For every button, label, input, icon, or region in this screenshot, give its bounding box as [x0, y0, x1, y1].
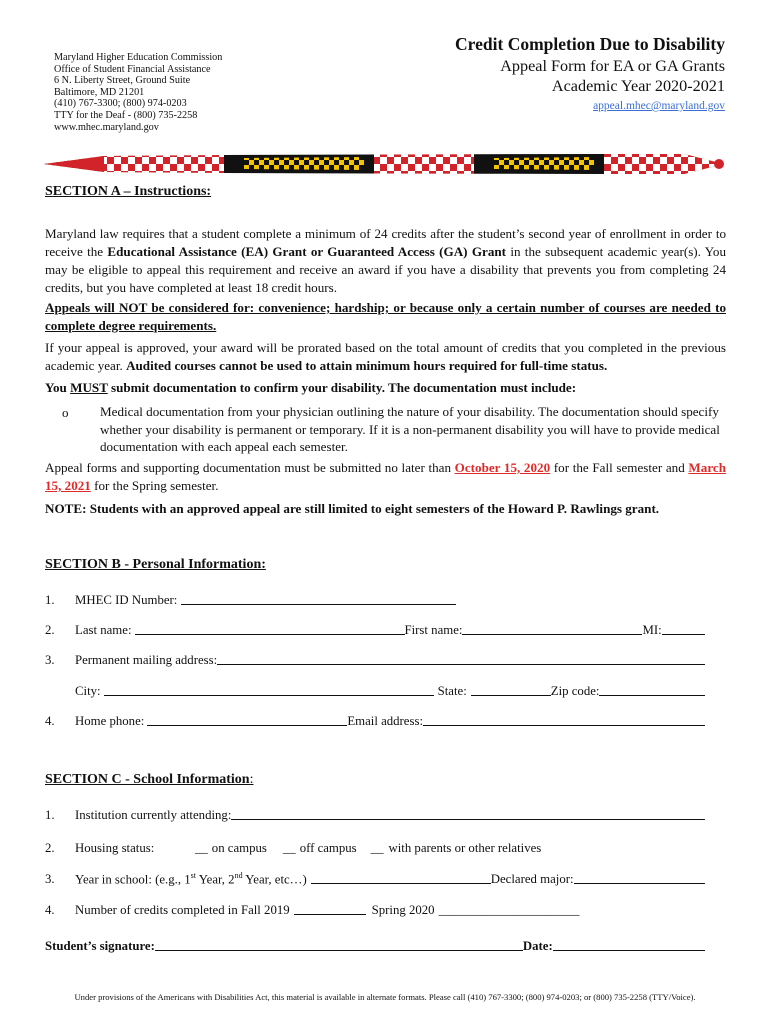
ada-footer-note: Under provisions of the Americans with Disabilities Act, this material is available in alternate formats. Please call (410) 767-3300; (800) 974-0203; or (800) 735-2258 (TTY/Voice).: [74, 992, 696, 1002]
text-run: for the Spring semester.: [90, 478, 219, 493]
institution-field[interactable]: [231, 806, 705, 820]
with-parents-label: with parents or other relatives: [388, 841, 542, 855]
semester-limit-note: [45, 500, 726, 518]
middle-initial-label: MI:: [642, 623, 662, 637]
declared-major-field[interactable]: [574, 870, 705, 884]
mailing-address-row: [45, 648, 705, 668]
state-label: State:: [437, 684, 467, 698]
maryland-flag-banner: [44, 150, 724, 178]
must-emphasis: MUST: [70, 380, 108, 395]
form-subtitle: Appeal Form for EA or GA Grants: [500, 57, 725, 75]
agency-line: Maryland Higher Education Commission: [54, 52, 223, 63]
agency-line: 6 N. Liberty Street, Ground Suite: [54, 75, 191, 87]
home-phone-field[interactable]: [147, 712, 347, 726]
item-number: 2.: [45, 623, 55, 637]
text-run: Year, etc…): [242, 872, 307, 886]
city-field[interactable]: [104, 682, 434, 696]
appeal-email-link[interactable]: appeal.mhec@maryland.gov: [593, 100, 725, 112]
ordinal-suffix: st: [190, 870, 196, 880]
agency-line: (410) 767-3300; (800) 974-0203: [54, 98, 187, 110]
state-field[interactable]: [471, 682, 551, 696]
item-number: 4.: [45, 714, 55, 728]
date-field[interactable]: [553, 937, 705, 951]
institution-label: Institution currently attending:: [75, 808, 232, 822]
grant-names: Educational Assistance (EA) Grant or Guaranteed Access (GA) Grant: [107, 244, 507, 259]
year-in-school-field[interactable]: [311, 870, 491, 884]
year-major-row: [45, 867, 705, 887]
item-number: 2.: [45, 841, 55, 855]
agency-line: TTY for the Deaf - (800) 735-2258: [54, 109, 198, 121]
spring-deadline: March 15, 2021: [45, 460, 726, 493]
item-number: 4.: [45, 903, 55, 917]
signature-row: [45, 934, 705, 954]
agency-address: [54, 52, 222, 133]
year-in-school-label: [75, 871, 307, 887]
deadline-paragraph: [45, 459, 726, 495]
name-row: [45, 618, 705, 638]
text-run: If your appeal is approved, your award will be prorated based on the total amount of credits that you completed in the previous academic year.: [45, 340, 726, 373]
text-run: You: [45, 380, 71, 395]
documentation-requirement: [45, 379, 726, 397]
text-run: submit documentation to confirm your disability. The documentation must include:: [107, 380, 577, 395]
text-run: for the Fall semester and: [550, 460, 689, 475]
item-number: 1.: [45, 593, 55, 607]
last-name-label: Last name:: [75, 623, 132, 637]
medical-documentation-bullet: Medical documentation from your physician outlining the nature of your disability. The documentation should specify whether your disability is permanent or temporary. If it is a non-permanent disability you will have to provide medical documentation with each appeal each semester.: [100, 404, 720, 454]
city-state-zip-row: [45, 679, 705, 699]
zip-code-field[interactable]: [599, 682, 705, 696]
institution-row: [45, 803, 705, 823]
off-campus-checkbox[interactable]: __: [282, 841, 296, 855]
fall-credits-field[interactable]: [294, 901, 366, 915]
home-phone-label: Home phone:: [75, 714, 145, 728]
signature-label: Student’s signature:: [45, 939, 155, 953]
bullet-marker: o: [62, 405, 69, 420]
audited-courses-note: Audited courses cannot be used to attain minimum hours required for full-time status.: [126, 358, 608, 373]
text-run: Year in school: (e.g., 1: [75, 872, 191, 886]
text-run: Year, 2: [195, 872, 235, 886]
exclusions-text: Appeals will NOT be considered for: convenience; hardship; or because only a certain number of courses are needed to complete degree requirements.: [45, 300, 726, 333]
date-label: Date:: [522, 939, 553, 953]
middle-initial-field[interactable]: [662, 621, 705, 635]
first-name-field[interactable]: [462, 621, 642, 635]
email-address-label: Email address:: [347, 714, 424, 728]
section-b-heading: SECTION B - Personal Information:: [45, 557, 266, 572]
appeal-exclusions: [45, 299, 726, 335]
ordinal-suffix: nd: [234, 870, 243, 880]
form-title-block: [455, 33, 725, 115]
item-number: 3.: [45, 653, 55, 667]
section-c-heading: [45, 772, 253, 788]
item-number: 1.: [45, 808, 55, 822]
with-parents-checkbox[interactable]: __: [370, 841, 384, 855]
agency-website: www.mhec.maryland.gov: [54, 121, 159, 133]
mailing-address-label: Permanent mailing address:: [75, 653, 218, 667]
mhec-id-label: MHEC ID Number:: [75, 593, 178, 607]
agency-line: Baltimore, MD 21201: [54, 86, 145, 98]
email-address-field[interactable]: [423, 712, 705, 726]
spring-credits-field[interactable]: ______________________: [438, 903, 580, 917]
housing-status-label: Housing status:: [75, 841, 155, 855]
zip-code-label: Zip code:: [550, 684, 600, 698]
mhec-id-row: [45, 588, 705, 608]
housing-status-row: [45, 836, 705, 856]
contact-row: [45, 709, 705, 729]
on-campus-checkbox[interactable]: __: [195, 841, 208, 855]
on-campus-label: on campus: [211, 841, 267, 855]
section-c-title: SECTION C - School Information: [45, 772, 250, 787]
fall-deadline: October 15, 2020: [454, 460, 551, 475]
spring-credits-label: Spring 2020: [371, 903, 435, 917]
city-label: City:: [75, 684, 101, 698]
off-campus-label: off campus: [299, 841, 357, 855]
agency-line: Office of Student Financial Assistance: [54, 63, 211, 75]
fall-credits-label: Number of credits completed in Fall 2019: [75, 903, 290, 917]
first-name-label: First name:: [404, 623, 463, 637]
declared-major-label: Declared major:: [490, 872, 574, 886]
last-name-field[interactable]: [135, 621, 405, 635]
mailing-address-field[interactable]: [217, 651, 705, 665]
item-number: 3.: [45, 872, 55, 886]
academic-year: Academic Year 2020-2021: [551, 77, 725, 95]
note-text: NOTE: Students with an approved appeal are still limited to eight semesters of the Howard P. Rawlings grant.: [45, 501, 660, 516]
section-a-heading: SECTION A – Instructions:: [45, 184, 212, 199]
text-run: in the subsequent academic year(s). You may be eligible to appeal this requirement and receive an award if you have a disability that prevents you from completing 24 credits, but you have completed at least 18 credit hours.: [45, 244, 726, 295]
proration-paragraph: [45, 339, 726, 375]
text-run: Appeal forms and supporting documentation must be submitted no later than: [45, 460, 455, 475]
signature-field[interactable]: [155, 937, 523, 951]
form-title: Credit Completion Due to Disability: [455, 34, 725, 54]
text-run: Maryland law requires that a student complete a minimum of 24 credits after the student’s second year of enrollment in order to receive the: [45, 226, 726, 259]
mhec-id-field[interactable]: [181, 591, 456, 605]
heading-colon: :: [249, 772, 254, 787]
instructions-paragraph: [45, 225, 726, 297]
credits-row: [45, 898, 705, 918]
